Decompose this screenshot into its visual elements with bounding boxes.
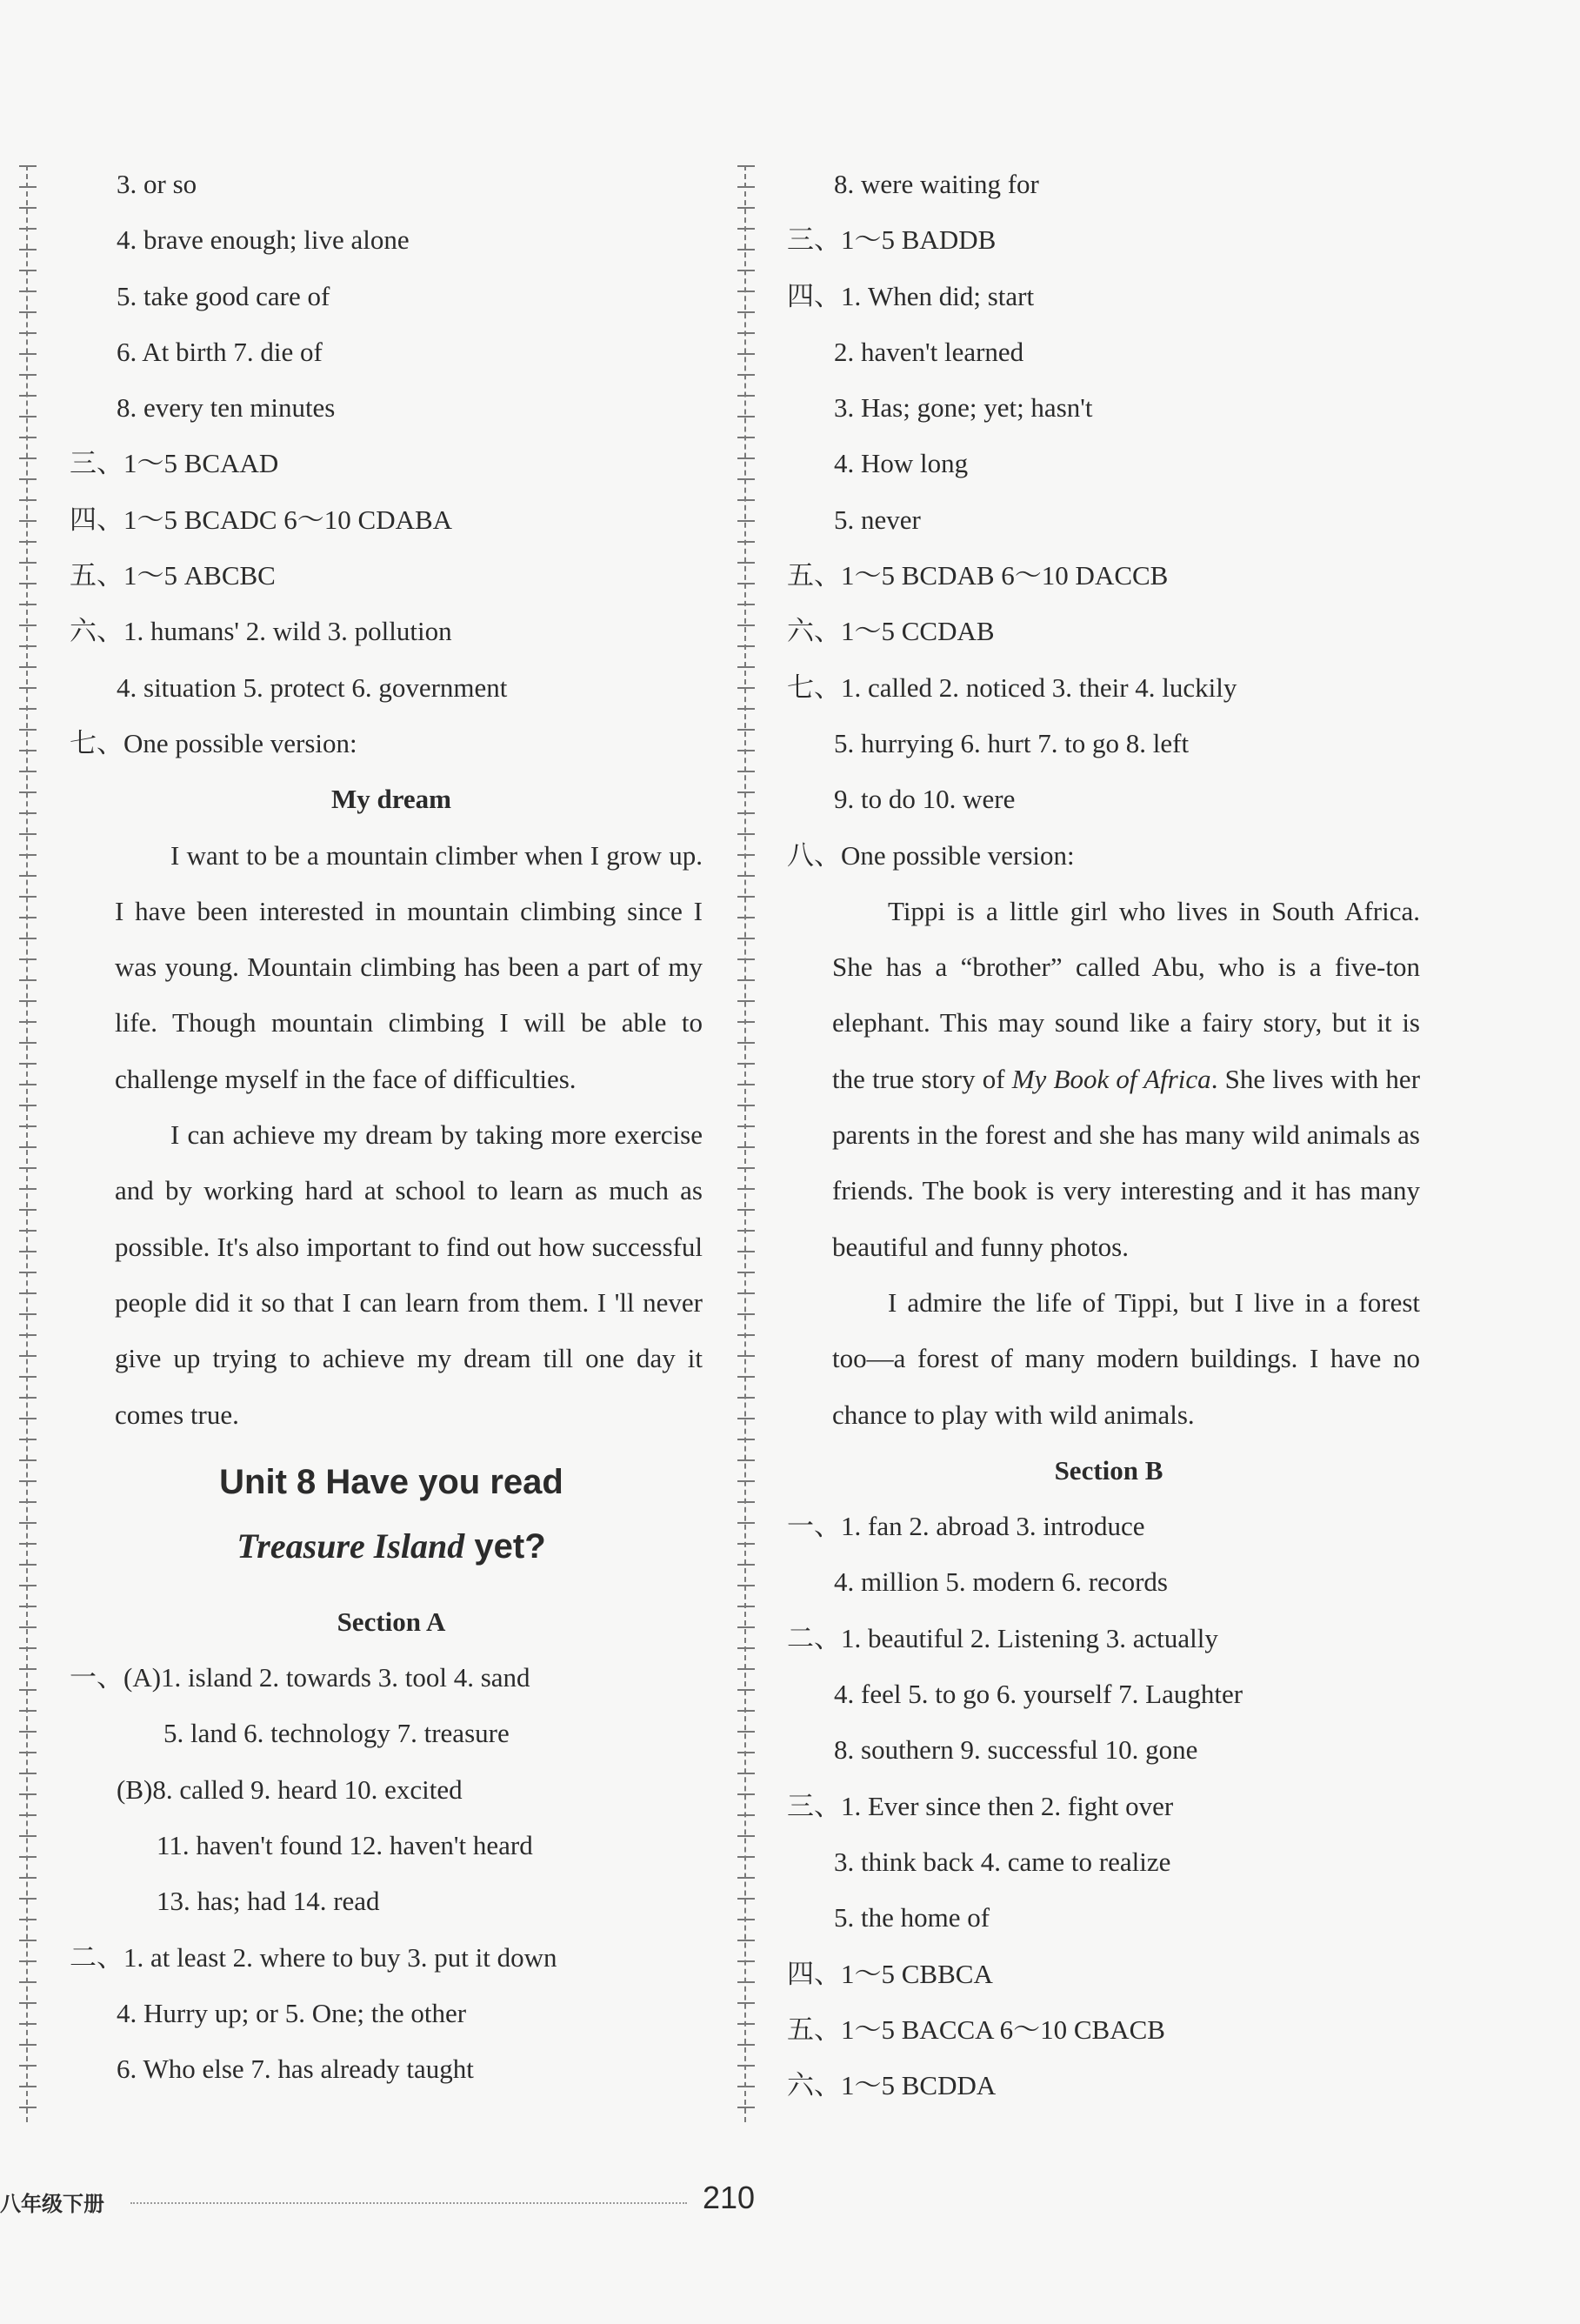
left-answer-lines-b: [70, 1650, 713, 2097]
answer-line: 5. never: [834, 504, 921, 535]
binding-margin-center: [737, 165, 755, 2122]
essay-paragraph-2: I can achieve my dream by taking more exercise and by working hard at school to learn as much as possible. It's also important to find out how successful people did it so that I can learn from them. I 'll never give up trying to achieve my dream till one day it comes true.: [115, 1119, 703, 1430]
unit-heading-yet: yet?: [464, 1526, 546, 1566]
section-a-heading: Section A: [337, 1606, 446, 1637]
answer-line: 8. southern 9. successful 10. gone: [834, 1734, 1198, 1766]
answer-line: 8. were waiting for: [834, 169, 1039, 199]
answer-line: 三、1～5 BCAAD: [70, 448, 279, 479]
answer-line: 三、1～5 BADDB: [787, 224, 997, 256]
essay2-book-title: My Book of Africa: [1011, 1063, 1211, 1094]
answer-line: 11. haven't found 12. haven't heard: [157, 1830, 533, 1861]
left-column: [70, 157, 713, 2098]
answer-line: 4. Hurry up; or 5. One; the other: [117, 1997, 467, 2028]
right-answer-lines-b: [787, 1499, 1430, 2114]
answer-line: 4. How long: [834, 448, 969, 479]
essay-title: My dream: [330, 784, 452, 815]
answer-line: 二、1. at least 2. where to buy 3. put it down: [70, 1941, 557, 1973]
answer-line: 6. Who else 7. has already taught: [117, 2054, 474, 2085]
answer-line: 三、1. Ever since then 2. fight over: [787, 1790, 1174, 1821]
answer-line: 五、1～5 BCDAB 6～10 DACCB: [787, 560, 1169, 591]
essay2-p1-start: Tippi is a little girl who lives in South Africa. She has a “brother” called Abu, who is a five-ton elephant. This may sound like a fairy story, but it is the true story of: [832, 895, 1420, 1094]
answer-line: 5. take good care of: [117, 280, 330, 311]
answer-line: 五、1～5 ABCBC: [70, 560, 276, 591]
answer-line: 4. million 5. modern 6. records: [834, 1566, 1168, 1598]
unit-book-title: Treasure Island: [237, 1526, 465, 1566]
answer-line: 6. At birth 7. die of: [117, 336, 323, 367]
left-answer-lines-a: [70, 157, 713, 771]
answer-line: 4. brave enough; live alone: [117, 224, 410, 256]
answer-line: 5. hurrying 6. hurt 7. to go 8. left: [834, 727, 1190, 758]
answer-line: 五、1～5 BACCA 6～10 CBACB: [787, 2013, 1165, 2045]
section-b-heading: Section B: [1054, 1454, 1163, 1486]
essay2-p1-end: . She lives with her parents in the forest and she has many wild animals as friends. The book is very interesting and it has many beautiful and funny photos.: [832, 1063, 1421, 1262]
answer-line: 5. the home of: [834, 1902, 990, 1933]
essay2-paragraph-2: I admire the life of Tippi, but I live in a forest too—a forest of many modern buildings. I have no chance to play with wild animals.: [832, 1286, 1420, 1430]
right-column: [787, 157, 1430, 2114]
page-number: 210: [703, 2180, 756, 2215]
answer-line: 二、1. beautiful 2. Listening 3. actually: [787, 1622, 1218, 1653]
page-footer: [0, 2180, 1580, 2218]
footer-dotted-rule: [130, 2202, 687, 2204]
answer-line: 六、1. humans' 2. wild 3. pollution: [70, 616, 452, 647]
binding-line-left: [26, 165, 28, 2122]
grade-label: 八年级下册: [0, 2192, 104, 2216]
unit-heading-line2: [70, 1514, 713, 1579]
answer-line: 四、1. When did; start: [787, 280, 1035, 311]
answer-line: (B)8. called 9. heard 10. excited: [117, 1773, 463, 1805]
answer-line: 9. to do 10. were: [834, 784, 1016, 815]
answer-line: 七、1. called 2. noticed 3. their 4. luckily: [787, 671, 1237, 703]
essay-paragraph-1: I want to be a mountain climber when I grow up. I have been interested in mountain climbing since I was young. Mountain climbing has been a part of my life. Though mountain climbing I will be able to challenge myself in the face of difficulties.: [115, 839, 703, 1094]
answer-line: 3. think back 4. came to realize: [834, 1846, 1171, 1877]
right-answer-lines-a: [787, 157, 1430, 884]
answer-line: 四、1～5 CBBCA: [787, 1958, 993, 1989]
answer-line: 四、1～5 BCADC 6～10 CDABA: [70, 504, 453, 535]
binding-line-center: [744, 165, 746, 2122]
answer-line: 六、1～5 CCDAB: [787, 616, 995, 647]
binding-margin-left: [19, 165, 37, 2122]
answer-line: 4. feel 5. to go 6. yourself 7. Laughter: [834, 1679, 1243, 1710]
answer-line: 13. has; had 14. read: [157, 1886, 380, 1917]
essay2-paragraph-1: [832, 884, 1420, 1275]
answer-line: 4. situation 5. protect 6. government: [117, 671, 508, 703]
answer-line: 八、One possible version:: [787, 839, 1075, 871]
answer-line: 2. haven't learned: [834, 336, 1024, 367]
answer-line: 六、1～5 BCDDA: [787, 2070, 997, 2101]
answer-line: 一、1. fan 2. abroad 3. introduce: [787, 1511, 1145, 1542]
answer-line: 8. every ten minutes: [117, 392, 336, 424]
answer-line: 一、(A)1. island 2. towards 3. tool 4. sand: [70, 1662, 530, 1693]
answer-line: 5. land 6. technology 7. treasure: [163, 1718, 510, 1749]
answer-line: 3. Has; gone; yet; hasn't: [834, 392, 1093, 424]
answer-line: 七、One possible version:: [70, 727, 357, 758]
unit-heading-line1: Unit 8 Have you read: [219, 1462, 563, 1501]
answer-line: 3. or so: [117, 169, 197, 199]
